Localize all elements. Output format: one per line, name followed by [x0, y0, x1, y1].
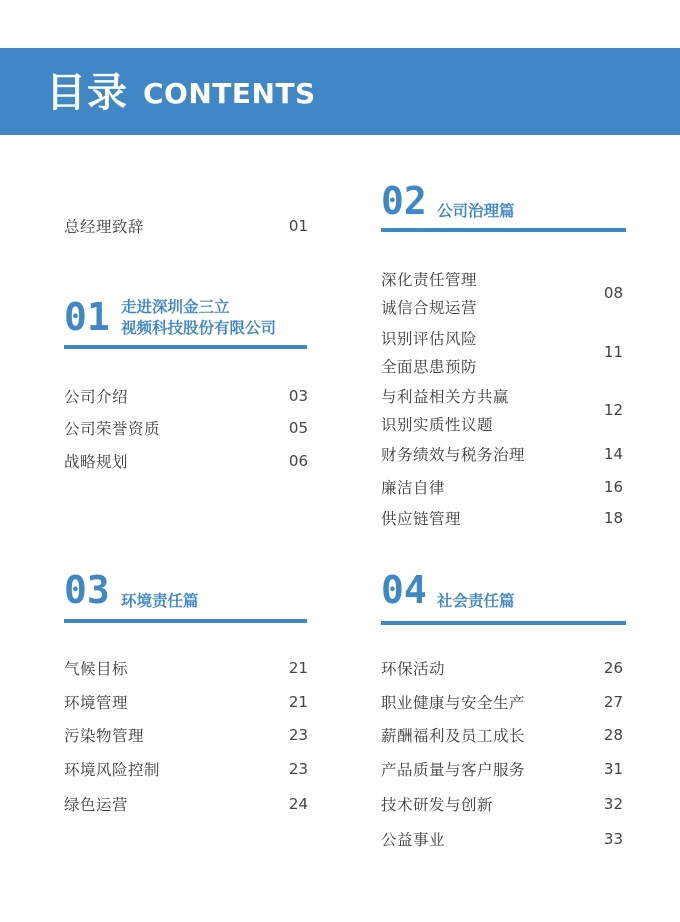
toc-entry-label-line2: 全面思患预防	[381, 358, 478, 376]
toc-entry-page: 08	[603, 284, 623, 302]
toc-entry-label-line2: 识别实质性议题	[381, 416, 494, 434]
toc-entry-page: 26	[603, 659, 623, 677]
toc-entry-page: 16	[603, 478, 623, 496]
toc-entry[interactable]	[64, 724, 308, 746]
toc-entry[interactable]	[381, 324, 623, 380]
toc-entry[interactable]	[381, 828, 623, 850]
section-number: 01	[64, 295, 110, 339]
toc-entry-label: 公司介绍	[64, 388, 129, 406]
toc-entry-label	[381, 327, 477, 377]
toc-entry[interactable]	[381, 443, 623, 465]
section-divider	[381, 228, 626, 232]
toc-entry-label: 战略规划	[64, 453, 129, 471]
section-title: 社会责任篇	[437, 592, 515, 610]
toc-entry[interactable]	[381, 382, 623, 438]
toc-entry-page: 23	[288, 726, 308, 744]
toc-entry-label: 环境管理	[64, 694, 129, 712]
toc-entry[interactable]	[64, 793, 308, 815]
toc-entry[interactable]	[381, 657, 623, 679]
toc-entry-label: 财务绩效与税务治理	[381, 446, 526, 464]
toc-entry-label-line1: 与利益相关方共赢	[381, 388, 510, 406]
toc-entry-page: 27	[603, 693, 623, 711]
toc-entry-page: 06	[288, 452, 308, 470]
toc-entry[interactable]	[381, 793, 623, 815]
toc-entry-label: 产品质量与客户服务	[381, 761, 526, 779]
toc-entry[interactable]	[381, 724, 623, 746]
toc-entry-label: 总经理致辞	[64, 218, 145, 236]
toc-entry-label: 污染物管理	[64, 727, 145, 745]
toc-entry[interactable]	[64, 385, 308, 407]
section-number: 03	[64, 568, 110, 612]
toc-entry-page: 21	[288, 693, 308, 711]
section-divider	[381, 621, 626, 625]
section-title-line2: 视频科技股份有限公司	[121, 319, 277, 337]
toc-entry-label: 环保活动	[381, 660, 446, 678]
section-title: 环境责任篇	[121, 592, 199, 610]
page-title: 目录	[46, 70, 128, 116]
page-subtitle: CONTENTS	[143, 77, 316, 110]
toc-entry-page: 23	[288, 760, 308, 778]
toc-entry-label-line1: 识别评估风险	[381, 330, 478, 348]
section-title: 公司治理篇	[437, 202, 515, 220]
toc-entry[interactable]	[381, 507, 623, 529]
toc-entry-page: 31	[603, 760, 623, 778]
toc-entry[interactable]	[64, 657, 308, 679]
toc-entry-label: 环境风险控制	[64, 761, 161, 779]
toc-entry-label: 薪酬福利及员工成长	[381, 727, 526, 745]
toc-entry-label: 气候目标	[64, 660, 129, 678]
toc-entry-page: 18	[603, 509, 623, 527]
toc-entry-page: 32	[603, 795, 623, 813]
toc-entry-label: 绿色运营	[64, 796, 129, 814]
toc-entry-label: 公益事业	[381, 831, 446, 849]
toc-entry[interactable]	[64, 691, 308, 713]
toc-entry-page: 33	[603, 830, 623, 848]
toc-entry-label-line1: 深化责任管理	[381, 271, 478, 289]
toc-entry[interactable]	[64, 417, 308, 439]
toc-entry-label	[381, 268, 477, 318]
toc-entry-page: 05	[288, 419, 308, 437]
section-title-line1: 走进深圳金三立	[121, 298, 230, 316]
toc-entry-intro[interactable]	[64, 215, 308, 237]
toc-entry[interactable]	[381, 265, 623, 321]
toc-entry[interactable]	[64, 758, 308, 780]
toc-entry-label-line2: 诚信合规运营	[381, 299, 478, 317]
toc-entry-label: 廉洁自律	[381, 479, 446, 497]
section-divider	[64, 619, 307, 623]
toc-entry-label	[381, 385, 509, 435]
toc-entry-page: 14	[603, 445, 623, 463]
toc-entry[interactable]	[381, 476, 623, 498]
toc-entry-page: 12	[603, 401, 623, 419]
toc-entry-label: 供应链管理	[381, 510, 462, 528]
section-divider	[64, 345, 307, 349]
toc-entry[interactable]	[381, 758, 623, 780]
toc-entry-page: 21	[288, 659, 308, 677]
toc-entry-label: 职业健康与安全生产	[381, 694, 526, 712]
toc-entry-page: 01	[288, 217, 308, 235]
toc-entry[interactable]	[381, 691, 623, 713]
toc-entry[interactable]	[64, 450, 308, 472]
toc-entry-label: 技术研发与创新	[381, 796, 494, 814]
section-number: 02	[381, 179, 427, 223]
toc-entry-page: 24	[288, 795, 308, 813]
toc-entry-page: 11	[603, 343, 623, 361]
toc-entry-page: 03	[288, 387, 308, 405]
toc-entry-label: 公司荣誉资质	[64, 420, 161, 438]
section-number: 04	[381, 568, 427, 612]
toc-entry-page: 28	[603, 726, 623, 744]
